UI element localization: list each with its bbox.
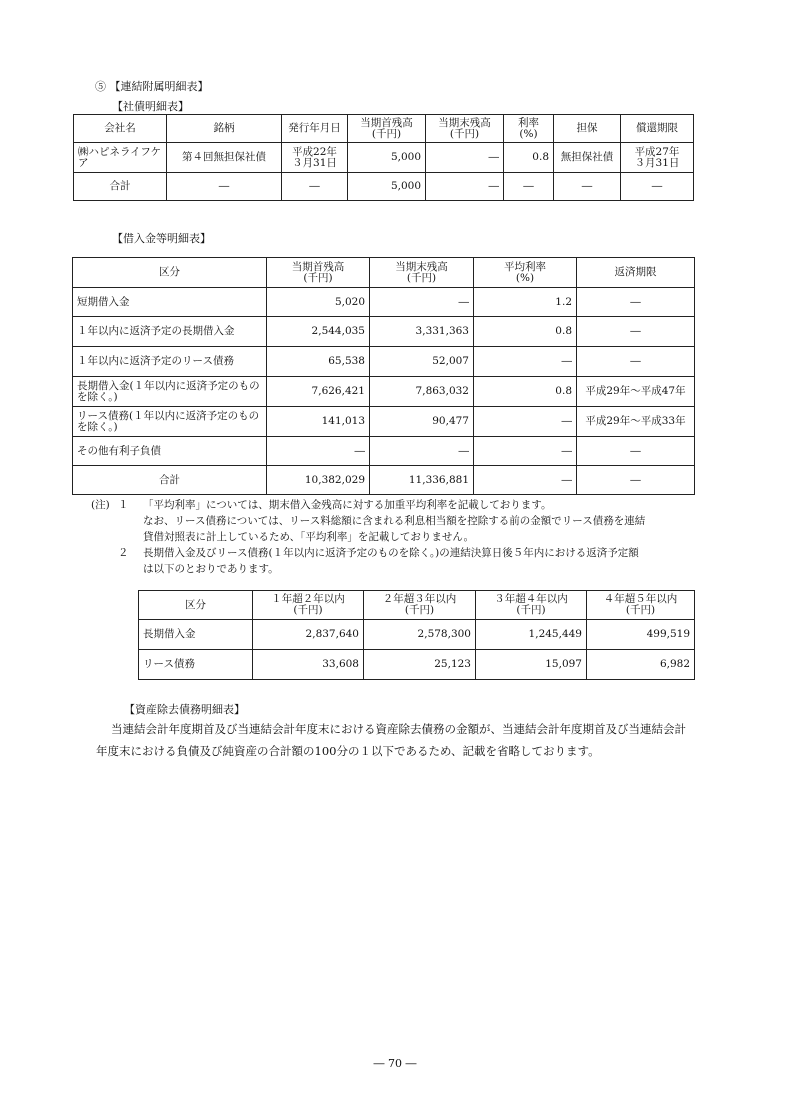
schedule-row [139,620,695,650]
page-number: ― 70 ― [373,1057,417,1070]
bonds-header-cell: 償還期限 [621,115,694,143]
bonds-header-cell: 会社名 [74,115,167,143]
bond-total-date: ― [282,173,348,201]
schedule-row [139,650,695,680]
loan-term: ― [577,466,695,495]
bond-total-issue: ― [167,173,282,201]
bond-begin: 5,000 [348,143,426,173]
loan-term: ― [577,347,695,377]
loans-header-cell: 返済期限 [577,258,695,288]
bonds-header-cell: 当期首残高 (千円) [348,115,426,143]
bonds-header-cell: 当期末残高 (千円) [426,115,504,143]
loan-begin: 65,538 [267,347,370,377]
loan-term: ― [577,288,695,317]
bond-total-rate: ― [504,173,554,201]
loan-category: 短期借入金 [73,288,267,317]
bond-total-label: 合計 [74,173,167,201]
note-2-line: 長期借入金及びリース債務(１年以内に返済予定のものを除く。)の連結決算日後５年内における返済予定額 [143,547,639,559]
schedule-category: リース債務 [139,650,253,680]
loan-term: 平成29年～平成33年 [577,407,695,437]
bonds-header-cell: 担保 [554,115,621,143]
loan-term: 平成29年～平成47年 [577,377,695,407]
loan-end: 3,331,363 [370,317,474,347]
loans-heading: 【借入金等明細表】 [112,232,211,245]
loan-category: 合計 [73,466,267,495]
loan-end: ― [370,437,474,466]
bonds-header-cell: 利率 (%) [504,115,554,143]
bonds-header-cell: 発行年月日 [282,115,348,143]
schedule-value: 1,245,449 [476,620,587,650]
note-2-line: は以下のとおりであります。 [143,563,279,575]
schedule-value: 499,519 [587,620,695,650]
note-1-number: １ [118,499,129,511]
loan-begin: 2,544,035 [267,317,370,347]
bond-rate: 0.8 [504,143,554,173]
bond-date: 平成22年 ３月31日 [282,143,348,173]
loan-category: １年以内に返済予定のリース債務 [73,347,267,377]
schedule-value: 15,097 [476,650,587,680]
loan-category: 長期借入金(１年以内に返済予定のものを除く。) [73,377,267,407]
loan-end: 90,477 [370,407,474,437]
loan-term: ― [577,317,695,347]
loan-category: １年以内に返済予定の長期借入金 [73,317,267,347]
bond-total-collateral: ― [554,173,621,201]
schedule-header-row [139,591,695,620]
bonds-total-row [74,173,694,201]
loan-category: リース債務(１年以内に返済予定のものを除く。) [73,407,267,437]
schedule-header-cell: １年超２年以内 (千円) [253,591,364,620]
note-1-line: 「平均利率」については、期末借入金残高に対する加重平均利率を記載しております。 [143,499,552,511]
bonds-table [73,114,694,201]
bond-company: ㈱ハピネライフケア [74,143,167,173]
schedule-value: 33,608 [253,650,364,680]
schedule-value: 2,578,300 [364,620,476,650]
loans-row [73,288,695,317]
loan-rate: 0.8 [474,377,577,407]
loans-header-row [73,258,695,288]
bonds-heading: 【社債明細表】 [112,100,189,113]
bond-total-maturity: ― [621,173,694,201]
aro-paragraph-line: 当連結会計年度期首及び当連結会計年度末における資産除去債務の金額が、当連結会計年度期首及び当連結会計 [111,722,686,736]
schedule-value: 25,123 [364,650,476,680]
schedule-header-cell: 区分 [139,591,253,620]
bonds-header-cell: 銘柄 [167,115,282,143]
note-1-line: なお、リース債務については、リース料総額に含まれる利息相当額を控除する前の金額でリース債務を連結 [143,515,646,527]
loan-rate: 1.2 [474,288,577,317]
loans-row [73,317,695,347]
bonds-row [74,143,694,173]
bond-end: ― [426,143,504,173]
loan-rate: ― [474,466,577,495]
loans-row [73,407,695,437]
loans-row [73,437,695,466]
aro-paragraph-line: 年度末における負債及び純資産の合計額の100分の１以下であるため、記載を省略しております。 [96,744,600,758]
loan-rate: 0.8 [474,317,577,347]
schedule-header-cell: ３年超４年以内 (千円) [476,591,587,620]
loans-header-cell: 区分 [73,258,267,288]
bonds-header-row [74,115,694,143]
loan-begin: 7,626,421 [267,377,370,407]
loan-end: ― [370,288,474,317]
schedule-header-cell: ２年超３年以内 (千円) [364,591,476,620]
schedule-category: 長期借入金 [139,620,253,650]
note-1-line: 貸借対照表に計上しているため、「平均利率」を記載しておりません。 [143,531,474,543]
bond-maturity: 平成27年 ３月31日 [621,143,694,173]
aro-heading: 【資産除去債務明細表】 [124,703,245,716]
loans-table [72,257,695,495]
loan-begin: 141,013 [267,407,370,437]
section-heading: ⑤ 【連結附属明細表】 [95,80,209,93]
schedule-table [138,590,695,680]
loans-total-row [73,466,695,495]
bond-total-end: ― [426,173,504,201]
loans-row [73,347,695,377]
bond-total-begin: 5,000 [348,173,426,201]
loan-begin: 5,020 [267,288,370,317]
loan-end: 11,336,881 [370,466,474,495]
loan-rate: ― [474,407,577,437]
schedule-value: 2,837,640 [253,620,364,650]
loan-rate: ― [474,347,577,377]
loan-term: ― [577,437,695,466]
loan-rate: ― [474,437,577,466]
loan-begin: 10,382,029 [267,466,370,495]
loans-header-cell: 平均利率 (%) [474,258,577,288]
loan-category: その他有利子負債 [73,437,267,466]
loan-end: 52,007 [370,347,474,377]
note-2-number: ２ [118,547,129,559]
notes-label: (注) [91,499,110,511]
loans-header-cell: 当期末残高 (千円) [370,258,474,288]
loans-row [73,377,695,407]
schedule-value: 6,982 [587,650,695,680]
loan-begin: ― [267,437,370,466]
bond-collateral: 無担保社債 [554,143,621,173]
schedule-header-cell: ４年超５年以内 (千円) [587,591,695,620]
loan-end: 7,863,032 [370,377,474,407]
loans-header-cell: 当期首残高 (千円) [267,258,370,288]
bond-issue: 第４回無担保社債 [167,143,282,173]
